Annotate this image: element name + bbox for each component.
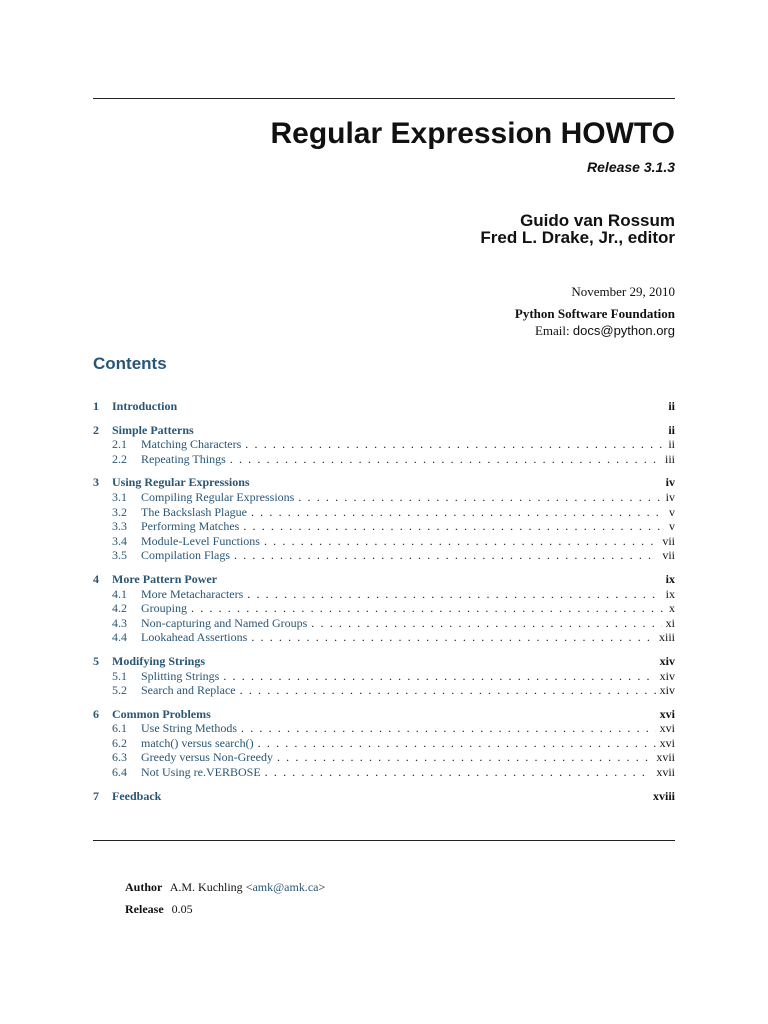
author-primary: Guido van Rossum [520, 211, 675, 230]
toc-subentry-page: xvii [656, 765, 675, 780]
toc-subentry-number: 2.1 [112, 437, 127, 452]
toc-entry[interactable] [93, 572, 675, 587]
toc-subentry-number: 3.4 [112, 533, 127, 548]
toc-subentry-page: vii [662, 548, 675, 563]
toc-subentry[interactable] [93, 616, 675, 631]
publication-date: November 29, 2010 [571, 284, 675, 299]
toc-subentry[interactable] [93, 736, 675, 751]
toc-dot-leader [223, 669, 655, 684]
toc-subentry-page: ii [668, 437, 675, 452]
toc-subentry-number: 5.2 [112, 683, 127, 698]
meta-block [515, 284, 675, 339]
toc-dot-leader [240, 683, 656, 698]
toc-entry[interactable] [93, 423, 675, 438]
toc-section [93, 399, 675, 414]
toc-subentry-title[interactable]: The Backslash Plague [141, 504, 247, 519]
toc-subentry-number: 5.1 [112, 668, 127, 683]
toc-subentry-title[interactable]: More Metacharacters [141, 586, 244, 601]
toc-subentry-title[interactable]: Module-Level Functions [141, 533, 260, 548]
toc-entry-title[interactable]: Introduction [112, 399, 178, 413]
toc-subentry-title[interactable]: Lookahead Assertions [141, 630, 248, 645]
document-title: Regular Expression HOWTO [270, 117, 675, 150]
toc-dot-leader [230, 452, 661, 467]
toc-section [93, 654, 675, 698]
toc-subentry-title[interactable]: Greedy versus Non-Greedy [141, 750, 273, 765]
toc-dot-leader [265, 765, 653, 780]
toc-entry-page: ii [668, 422, 675, 437]
toc-entry[interactable] [93, 399, 675, 414]
toc-subentry[interactable] [93, 519, 675, 534]
toc-subentry-number: 4.1 [112, 586, 127, 601]
toc-subentry-number: 3.2 [112, 504, 127, 519]
email-line [515, 323, 675, 339]
toc-subentry-page: vii [662, 533, 675, 548]
toc-subentry-page: xiv [659, 683, 675, 698]
table-of-contents [93, 399, 675, 812]
toc-dot-leader [277, 750, 652, 765]
toc-subentry[interactable] [93, 452, 675, 467]
toc-subentry-title[interactable]: match() versus search() [141, 735, 254, 750]
toc-dot-leader [298, 490, 661, 505]
contents-heading: Contents [93, 354, 167, 373]
toc-entry-page: ix [665, 571, 675, 586]
toc-subentry[interactable] [93, 683, 675, 698]
toc-subentry-title[interactable]: Compilation Flags [141, 548, 231, 563]
toc-subentry[interactable] [93, 490, 675, 505]
toc-entry-number: 2 [93, 422, 99, 437]
toc-dot-leader [258, 736, 656, 751]
toc-subentry[interactable] [93, 587, 675, 602]
toc-dot-leader [251, 630, 655, 645]
release-line: Release 3.1.3 [587, 159, 675, 175]
field-list [125, 879, 325, 923]
toc-entry-title[interactable]: Feedback [112, 788, 162, 803]
toc-subentry[interactable] [93, 548, 675, 563]
toc-subentry-number: 4.2 [112, 601, 127, 616]
toc-dot-leader [245, 437, 664, 452]
author-field-label: Author [125, 880, 163, 894]
toc-subentry-title[interactable]: Repeating Things [141, 451, 226, 466]
toc-subentry-title[interactable]: Not Using re.VERBOSE [141, 765, 261, 780]
author-email-open: < [245, 880, 253, 894]
toc-subentry-title[interactable]: Use String Methods [141, 721, 237, 736]
toc-entry-number: 4 [93, 571, 99, 586]
email-address[interactable]: docs@python.org [572, 323, 675, 338]
toc-section [93, 475, 675, 563]
author-field [125, 879, 325, 895]
toc-entry[interactable] [93, 707, 675, 722]
toc-entry-page: ii [668, 399, 675, 413]
toc-entry-page: iv [665, 475, 675, 490]
toc-subentry[interactable] [93, 750, 675, 765]
author-email-link[interactable]: amk@amk.ca [252, 880, 319, 894]
toc-entry[interactable] [93, 789, 675, 804]
toc-dot-leader [251, 505, 665, 520]
toc-dot-leader [311, 616, 661, 631]
organization-name: Python Software Foundation [514, 306, 675, 321]
email-label: Email: [534, 323, 570, 338]
toc-subentry-page: iv [665, 489, 675, 504]
top-rule [93, 98, 675, 99]
toc-subentry-number: 6.3 [112, 750, 127, 765]
toc-subentry-number: 3.1 [112, 489, 127, 504]
authors-block [480, 212, 675, 246]
toc-subentry-title[interactable]: Grouping [141, 601, 187, 616]
toc-subentry-page: xvi [659, 735, 675, 750]
author-email-close: > [318, 880, 326, 894]
toc-subentry-page: xiii [658, 630, 675, 645]
toc-subentry-number: 3.5 [112, 548, 127, 563]
toc-entry-title[interactable]: More Pattern Power [112, 571, 218, 586]
toc-entry-title[interactable]: Modifying Strings [112, 653, 206, 668]
toc-subentry[interactable] [93, 630, 675, 645]
toc-subentry-page: xi [665, 615, 675, 630]
release-field [125, 901, 325, 917]
toc-subentry-page: iii [664, 451, 675, 466]
toc-subentry-number: 2.2 [112, 451, 127, 466]
toc-dot-leader [264, 534, 658, 549]
toc-dot-leader [241, 721, 656, 736]
toc-subentry[interactable] [93, 437, 675, 452]
toc-entry-page: xiv [659, 653, 675, 668]
title-block [270, 112, 675, 176]
toc-section [93, 707, 675, 780]
toc-entry-number: 6 [93, 706, 99, 721]
toc-subentry[interactable] [93, 721, 675, 736]
toc-subentry-page: xvii [656, 750, 675, 765]
toc-subentry-number: 6.2 [112, 735, 127, 750]
toc-subentry-page: v [669, 519, 675, 534]
toc-subentry-page: xvi [659, 721, 675, 736]
toc-subentry-page: x [669, 601, 675, 616]
toc-dot-leader [234, 548, 658, 563]
toc-dot-leader [243, 519, 665, 534]
toc-section [93, 423, 675, 467]
toc-subentry-title[interactable]: Splitting Strings [141, 668, 220, 683]
toc-subentry-number: 4.3 [112, 615, 127, 630]
toc-entry[interactable] [93, 654, 675, 669]
toc-subentry-title[interactable]: Non-capturing and Named Groups [141, 615, 308, 630]
release-field-value: 0.05 [171, 902, 193, 916]
toc-subentry[interactable] [93, 534, 675, 549]
bottom-rule [93, 840, 675, 841]
toc-subentry[interactable] [93, 505, 675, 520]
toc-entry-page: xvi [659, 706, 675, 721]
toc-subentry[interactable] [93, 765, 675, 780]
toc-subentry-number: 6.4 [112, 765, 127, 780]
toc-section [93, 572, 675, 645]
toc-subentry-title[interactable]: Matching Characters [141, 437, 242, 452]
toc-subentry-title[interactable]: Performing Matches [141, 519, 240, 534]
toc-subentry-title[interactable]: Search and Replace [141, 683, 236, 698]
toc-entry-number: 1 [93, 399, 99, 413]
toc-entry-title[interactable]: Common Problems [112, 706, 211, 721]
toc-entry-number: 7 [93, 788, 99, 803]
toc-entry-number: 3 [93, 475, 99, 490]
toc-subentry-number: 4.4 [112, 630, 127, 645]
toc-subentry-page: v [669, 504, 675, 519]
toc-subentry-number: 3.3 [112, 519, 127, 534]
toc-subentry-number: 6.1 [112, 721, 127, 736]
toc-entry-number: 5 [93, 653, 99, 668]
toc-entry-page: xviii [652, 788, 675, 803]
toc-subentry[interactable] [93, 601, 675, 616]
toc-subentry-page: ix [665, 586, 675, 601]
release-field-label: Release [125, 902, 164, 916]
toc-entry[interactable] [93, 475, 675, 490]
author-field-name: A.M. Kuchling [169, 880, 243, 894]
toc-subentry-page: xiv [659, 668, 675, 683]
author-editor: Fred L. Drake, Jr., editor [480, 228, 675, 247]
toc-subentry[interactable] [93, 669, 675, 684]
toc-dot-leader [247, 587, 661, 602]
toc-entry-title[interactable]: Simple Patterns [112, 422, 194, 437]
toc-entry-title[interactable]: Using Regular Expressions [112, 475, 250, 490]
toc-subentry-title[interactable]: Compiling Regular Expressions [141, 489, 295, 504]
toc-dot-leader [191, 601, 665, 616]
toc-section [93, 789, 675, 804]
